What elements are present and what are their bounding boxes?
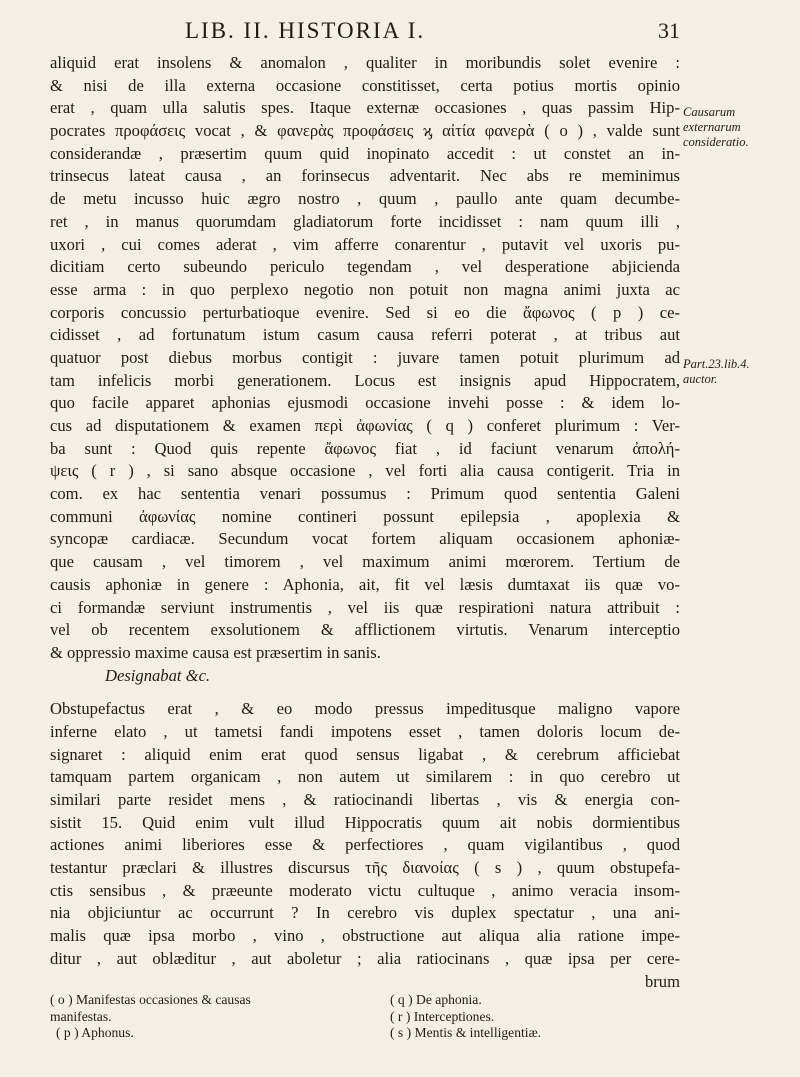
- text-line: uxori , cui comes aderat , vim afferre conarentur , putavit vel uxoris pu-: [50, 234, 680, 254]
- text-line: esse arma : in quo perplexo negotio non potuit non magna animi juxta ac: [50, 279, 680, 299]
- text-line: trinsecus lateat causa , an forinsecus adventarit. Nec abs re meminimus: [50, 166, 680, 186]
- text-line: nia objiciuntur ac occurrunt ? In cerebro vis duplex spectatur , una ani-: [50, 903, 680, 923]
- page-header: [50, 18, 680, 52]
- text-line: dicitiam certo subeundo periculo tegendam , vel desperatione abjicienda: [50, 257, 680, 277]
- text-line: tamquam partem organicam , non autem ut similarem : in quo cerebro ut: [50, 767, 680, 787]
- text-line: syncopæ cardiacæ. Secundum vocat fortem aliquam occasionem aphoniæ-: [50, 529, 680, 549]
- text-line: & nisi de illa externa occasione constitisset, certa potius mortis opinio: [50, 75, 680, 95]
- text-line: tam infelicis morbi generationem. Locus est insignis apud Hippocratem,: [50, 370, 680, 390]
- running-head: LIB. II. HISTORIA I.: [185, 18, 426, 43]
- page-number: 31: [658, 18, 680, 43]
- text-line: cidisset , ad fortunatum istum casum causa referri poterat , at tribus aut: [50, 325, 680, 345]
- footnote: ( p ) Aphonus.: [56, 1025, 134, 1040]
- footnote: ( o ) Manifestas occasiones & causas: [50, 992, 251, 1007]
- text-line: ba sunt : Quod quis repente ἄφωνος fiat , id faciunt venarum ἀπολή-: [50, 438, 680, 458]
- text-line: quo facile apparet aphonias ejusmodi occasione invehi posse : & idem lo-: [50, 393, 680, 413]
- text-line: ctis sensibus , & præeunte moderato victu cultuque , animo veracia insom-: [50, 880, 680, 900]
- text-line: erat , quam ulla salutis spes. Itaque externæ occasiones , quas passim Hip-: [50, 98, 680, 118]
- catchword: brum: [644, 971, 680, 991]
- footnotes-left-column: [50, 992, 370, 1042]
- margin-note: Causarum externarum consideratio.: [683, 105, 749, 149]
- text-line: com. ex hac sententia venari possumus : Primum quod sententia Galeni: [50, 484, 680, 504]
- text-line: Obstupefactus erat , & eo modo pressus impeditusque maligno vapore: [50, 699, 680, 719]
- text-line: ret , in manus quorumdam gladiatorum forte incidisset : nam quum illi ,: [50, 211, 680, 231]
- text-line: pocrates προφάσεις vocat , & φανερὰς προφάσεις ϗ αἰτία φανερὰ ( o ) , valde sunt: [50, 121, 680, 141]
- text-line: ψεις ( r ) , si sano absque occasione , vel forti alia causa contigerit. Tria in: [50, 461, 680, 481]
- main-text: [50, 52, 680, 993]
- text-line: testantur præclari & illustres discursus τῆς διανοίας ( s ) , quum obstupefa-: [50, 858, 680, 878]
- text-line: similari parte residet mens , & ratiocinandi libertas , vis & energia con-: [50, 790, 680, 809]
- text-line: inferne elato , ut tametsi fandi impotens esset , tamen doloris locum de-: [50, 721, 680, 741]
- footnote: ( q ) De aphonia.: [390, 992, 482, 1007]
- margin-note: Part.23.lib.4. auctor.: [683, 357, 750, 386]
- text-line: malis quæ ipsa morbo , vino , obstructione aut aliqua alia ratione impe-: [50, 926, 680, 946]
- footnotes-right-column: [390, 992, 690, 1042]
- section-lemma: Designabat &c.: [105, 665, 211, 685]
- text-line: quatuor post diebus morbus contigit : juvare tamen potuit plurimum ad: [50, 347, 680, 367]
- text-line: que causam , vel timorem , vel maximum animi mœrorem. Tertium de: [50, 552, 680, 572]
- text-line: communi ἀφωνίας nomine contineri possunt epilepsia , apoplexia &: [50, 506, 680, 526]
- footnote: ( r ) Interceptiones.: [390, 1008, 495, 1024]
- text-line: de metu incusso huic ægro nostro , quum , paullo ante quam decumbe-: [50, 189, 680, 209]
- text-line: aliquid erat insolens & anomalon , qualiter in moribundis solet evenire :: [50, 53, 680, 72]
- footnote: manifestas.: [50, 1008, 112, 1024]
- text-line: actiones animi liberiores esse & perfectiores , quam vigilantibus , quod: [50, 835, 680, 855]
- text-line: sistit 15. Quid enim vult illud Hippocratis quum ait nobis dormientibus: [50, 812, 680, 832]
- text-line: considerandæ , præsertim quum quid inopinato accedit : ut constet an in-: [50, 143, 680, 163]
- text-line: corporis concussio perturbatioque evenire. Sed si eo die ἄφωνος ( p ) ce-: [50, 302, 680, 322]
- text-line: causis aphoniæ in genere : Aphonia, ait, fit vel læsis dumtaxat iis quæ vo-: [50, 574, 680, 594]
- footnote: ( s ) Mentis & intelligentiæ.: [390, 1025, 542, 1040]
- text-line: signaret : aliquid enim erat quod sensus ligabat , & cerebrum afficiebat: [50, 744, 680, 764]
- text-line: cus ad disputationem & examen περὶ ἀφωνίας ( q ) conferet plurimum : Ver-: [50, 416, 680, 435]
- text-line: vel ob recentem exsolutionem & afflictionem virtutis. Venarum interceptio: [50, 620, 680, 640]
- text-line: & oppressio maxime causa est præsertim in sanis.: [50, 642, 381, 662]
- text-line: ci formandæ serviunt instrumentis , vel iis quæ respirationi natura attribuit :: [50, 597, 680, 617]
- text-line: ditur , aut oblæditur , aut aboletur ; alia ratiocinans , quæ ipsa per cere-: [50, 948, 680, 968]
